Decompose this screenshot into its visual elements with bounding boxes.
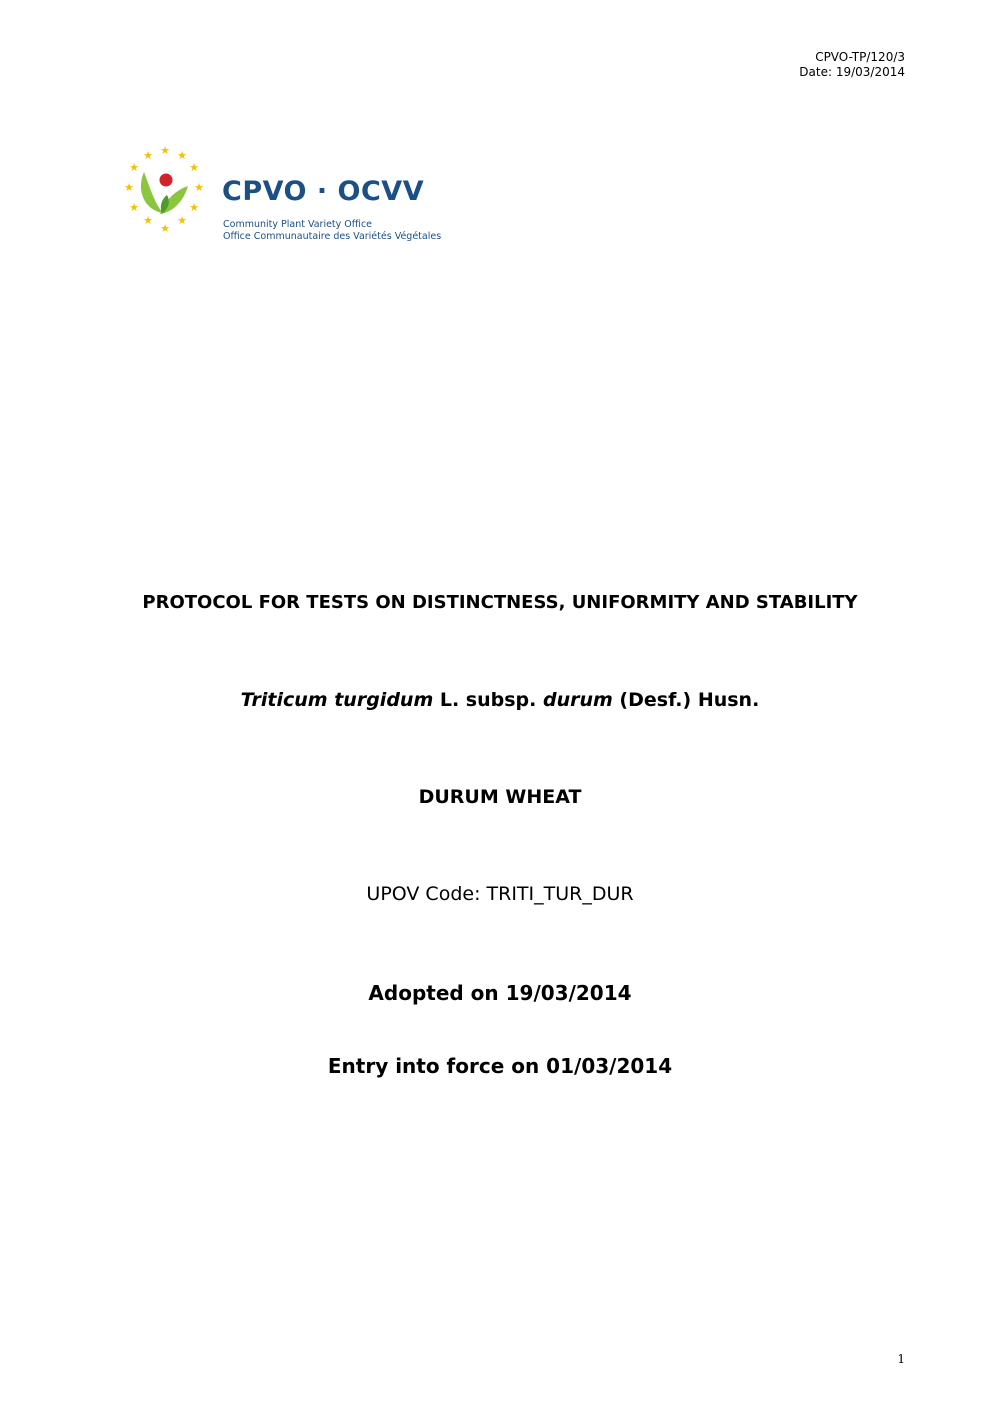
page-number: 1 (897, 1352, 905, 1366)
logo-wordmark: CPVO · OCVV (222, 176, 425, 207)
species-subsp-label: L. subsp. (433, 689, 543, 711)
svg-text:★: ★ (143, 214, 153, 227)
document-reference: CPVO-TP/120/3 (815, 50, 905, 64)
document-date: Date: 19/03/2014 (799, 65, 905, 79)
upov-code: UPOV Code: TRITI_TUR_DUR (366, 883, 634, 905)
document-title: PROTOCOL FOR TESTS ON DISTINCTNESS, UNIFORMITY AND STABILITY (142, 592, 858, 613)
species-binomial: Triticum turgidum (240, 689, 434, 711)
svg-text:★: ★ (194, 181, 204, 194)
svg-text:★: ★ (124, 181, 134, 194)
logo-subtitle-french: Office Communautaire des Variétés Végétales (223, 231, 442, 242)
svg-text:★: ★ (189, 201, 199, 214)
svg-text:★: ★ (129, 161, 139, 174)
species-name (0, 689, 1000, 711)
adoption-date: Adopted on 19/03/2014 (368, 981, 632, 1005)
document-reference-header (799, 50, 905, 80)
species-subspecies: durum (542, 689, 613, 711)
svg-text:★: ★ (129, 201, 139, 214)
logo-subtitle-english: Community Plant Variety Office (223, 219, 373, 230)
entry-into-force-date: Entry into force on 01/03/2014 (327, 1054, 673, 1078)
svg-text:★: ★ (189, 161, 199, 174)
species-authority: (Desf.) Husn. (612, 689, 760, 711)
svg-text:★: ★ (177, 214, 187, 227)
common-name: DURUM WHEAT (418, 786, 582, 808)
cpvo-emblem-icon (118, 142, 218, 242)
svg-text:★: ★ (160, 222, 170, 235)
svg-text:★: ★ (177, 149, 187, 162)
svg-text:★: ★ (143, 149, 153, 162)
svg-text:★: ★ (160, 144, 170, 157)
cpvo-logo (118, 142, 458, 242)
